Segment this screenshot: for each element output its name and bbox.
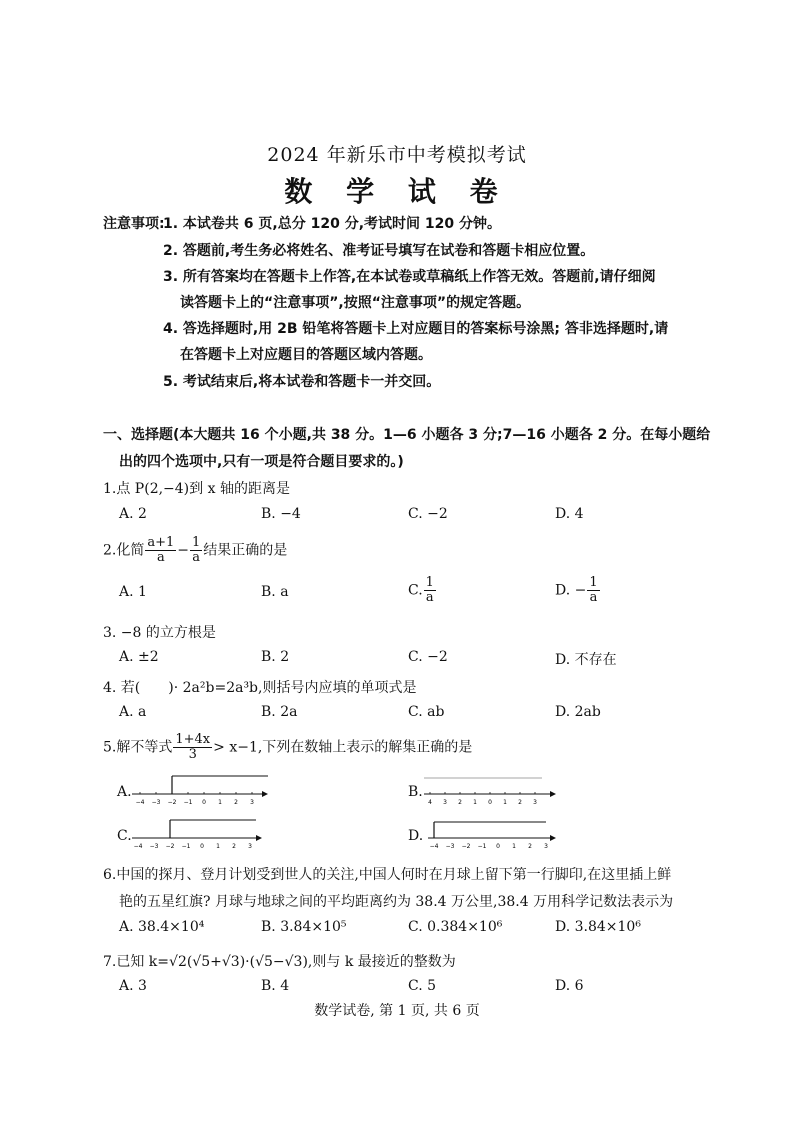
svg-text:−4: −4 (133, 843, 143, 850)
q2-option-c: C. $\frac{1}{a}$ (408, 575, 434, 605)
q5-option-c-label: C. (117, 828, 132, 844)
svg-text:0: 0 (488, 799, 492, 806)
svg-text:0: 0 (202, 799, 206, 806)
q3-option-d: D. 不存在 (555, 652, 617, 668)
svg-text:0: 0 (200, 843, 204, 850)
q5-ticks-a (136, 799, 255, 806)
q2-option-d: D. − $\frac{1}{a}$ (555, 575, 598, 605)
q1-option-a: A. 2 (119, 506, 147, 522)
note-item: 5. 考试结束后,将本试卷和答题卡一并交回。 (163, 374, 441, 390)
svg-text:−4: −4 (429, 843, 439, 850)
svg-text:−3: −3 (149, 843, 159, 850)
svg-text:−2: −2 (461, 843, 471, 850)
q2-fraction-1: $\frac{a+1}{a}$ (147, 535, 175, 565)
q4-option-b: B. 2a (261, 704, 298, 720)
svg-text:−1: −1 (181, 843, 191, 850)
q5-number-line-d (428, 814, 568, 858)
q5-number-line-a (132, 770, 272, 814)
q7-stem: 7.已知 k=√2(√5+√3)·(√5−√3),则与 k 最接近的整数为 (103, 954, 456, 970)
q1-option-b: B. −4 (261, 506, 301, 522)
q6-stem-cont: 艳的五星红旗? 月球与地球之间的平均距离约为 38.4 万公里,38.4 万用科学记数法表示为 (119, 894, 674, 910)
page-footer: 数学试卷, 第 1 页, 共 6 页 (314, 1003, 480, 1019)
q7-option-d: D. 6 (555, 978, 584, 994)
svg-text:2: 2 (528, 843, 532, 850)
svg-text:1: 1 (218, 799, 222, 806)
q6-option-a: A. 38.4×10⁴ (119, 919, 205, 935)
section-heading-cont: 出的四个选项中,只有一项是符合题目要求的。) (119, 454, 404, 470)
q3-stem: 3. −8 的立方根是 (103, 625, 216, 641)
q5-option-a-label: A. (117, 784, 132, 800)
exam-title: 2024 年新乐市中考模拟考试 (267, 144, 527, 166)
q7-option-a: A. 3 (119, 978, 147, 994)
note-item: 在答题卡上对应题目的答题区域内答题。 (180, 347, 432, 363)
svg-text:2: 2 (232, 843, 236, 850)
svg-text:2: 2 (458, 799, 462, 806)
svg-text:3: 3 (248, 843, 252, 850)
q3-option-c: C. −2 (408, 649, 448, 665)
svg-text:3: 3 (443, 799, 447, 806)
svg-text:−1: −1 (183, 799, 193, 806)
note-item: 读答题卡上的“注意事项”,按照“注意事项”的规定答题。 (180, 295, 531, 311)
svg-text:3: 3 (544, 843, 548, 850)
svg-text:2: 2 (234, 799, 238, 806)
q6-option-c: C. 0.384×10⁶ (408, 919, 503, 935)
svg-text:3: 3 (250, 799, 254, 806)
q5-number-line-b (424, 770, 564, 814)
q2-stem: 2.化简 $\frac{a+1}{a}$ − $\frac{1}{a}$ 结果正确的是 (103, 535, 288, 565)
q5-stem: 5.解不等式 $\frac{1+4x}{3}$ > x−1,下列在数轴上表示的解集正确的是 (103, 732, 473, 762)
q1-option-d: D. 4 (555, 506, 584, 522)
svg-text:1: 1 (216, 843, 220, 850)
section-heading: 一、选择题(本大题共 16 个小题,共 38 分。1—6 小题各 3 分;7—16 小题各 2 分。在每小题给 (103, 427, 711, 443)
svg-text:4: 4 (428, 799, 432, 806)
q5-fraction: $\frac{1+4x}{3}$ (175, 732, 211, 762)
q4-stem: 4. 若( )· 2a²b=2a³b,则括号内应填的单项式是 (103, 680, 417, 696)
subject-title: 数 学 试 卷 (284, 175, 510, 208)
note-item: 3. 所有答案均在答题卡上作答,在本试卷或草稿纸上作答无效。答题前,请仔细阅 (163, 269, 656, 285)
q3-option-b: B. 2 (261, 649, 290, 665)
q2-option-b: B. a (261, 584, 289, 600)
q2-fraction-2: $\frac{1}{a}$ (192, 535, 201, 565)
svg-text:−4: −4 (135, 799, 145, 806)
q2-option-a: A. 1 (119, 584, 147, 600)
q4-option-a: A. a (119, 704, 147, 720)
svg-text:−3: −3 (151, 799, 161, 806)
q4-option-c: C. ab (408, 704, 445, 720)
q1-stem: 1.点 P(2,−4)到 x 轴的距离是 (103, 481, 290, 497)
q5-option-b-label: B. (408, 784, 423, 800)
svg-text:−2: −2 (167, 799, 177, 806)
svg-text:2: 2 (518, 799, 522, 806)
q5-option-d-label: D. (408, 828, 424, 844)
note-item: 1. 本试卷共 6 页,总分 120 分,考试时间 120 分钟。 (163, 216, 502, 232)
q6-option-d: D. 3.84×10⁶ (555, 919, 641, 935)
note-item: 4. 答选择题时,用 2B 铅笔将答题卡上对应题目的答案标号涂黑; 答非选择题时,请 (163, 321, 669, 337)
svg-text:1: 1 (512, 843, 516, 850)
svg-text:−2: −2 (165, 843, 175, 850)
notes-label: 注意事项: (103, 216, 165, 232)
q3-option-a: A. ±2 (119, 649, 159, 665)
q4-option-d: D. 2ab (555, 704, 601, 720)
q5-number-line-c (132, 814, 272, 858)
q7-option-c: C. 5 (408, 978, 437, 994)
note-item: 2. 答题前,考生务必将姓名、准考证号填写在试卷和答题卡相应位置。 (163, 243, 595, 259)
q6-option-b: B. 3.84×10⁵ (261, 919, 347, 935)
svg-text:1: 1 (503, 799, 507, 806)
svg-text:1: 1 (473, 799, 477, 806)
svg-text:−1: −1 (477, 843, 487, 850)
q7-option-b: B. 4 (261, 978, 290, 994)
svg-text:0: 0 (496, 843, 500, 850)
svg-text:3: 3 (533, 799, 537, 806)
q6-stem: 6.中国的探月、登月计划受到世人的关注,中国人何时在月球上留下第一行脚印,在这里插上鲜 (103, 867, 672, 883)
svg-text:−3: −3 (445, 843, 455, 850)
q1-option-c: C. −2 (408, 506, 448, 522)
